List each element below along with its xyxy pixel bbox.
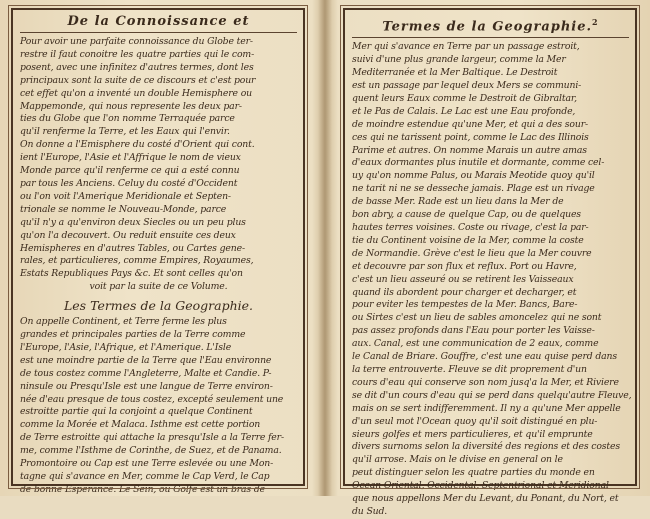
text-line: de bonne Esperance. Le Sein, ou Golfe est un bras de — [20, 483, 266, 495]
text-line: ces qui ne tarissent point, comme le Lac des Illinois — [352, 131, 589, 143]
text-line: Monde parce qu'il renferme ce qui a esté connu — [20, 165, 240, 177]
text-line: qu'il arrose. Mais on le divise en general on le — [352, 454, 563, 466]
text-line: Promontoire ou Cap est une Terre eslevée ou une Mon- — [20, 458, 274, 470]
text-line: quand ils abordent pour charger et decharger, et — [352, 286, 577, 298]
text-line: me, comme l'Isthme de Corinthe, de Suez, et de Panama. — [20, 445, 282, 457]
text-line: le Canal de Briare. Gouffre, c'est une eau quise perd dans — [352, 351, 617, 363]
text-line: de tous costez comme l'Angleterre, Malte et Candie. P- — [20, 367, 272, 379]
left-page — [11, 8, 305, 495]
text-line: qu'il renferme la Terre, et les Eaux qui l'envir. — [20, 126, 230, 138]
book-gutter — [318, 0, 332, 496]
text-line: d'eaux dormantes plus inutile et dormante, comme cel- — [352, 157, 605, 169]
right-body-text — [352, 41, 632, 519]
text-line: que nous appellons Mer du Levant, du Ponant, du Nort, et — [352, 493, 619, 505]
text-line: On donne a l'Emisphere du costé d'Orient qui cont. — [20, 139, 255, 151]
left-intro-text — [20, 36, 297, 294]
text-line: Mappemonde, qui nous represente les deux par- — [20, 100, 242, 112]
text-line: grandes et principales parties de la Terre comme — [20, 329, 246, 341]
text-line: ou l'on voit l'Amerique Meridionale et Septen- — [20, 190, 231, 202]
text-line: tie du Continent voisine de la Mer, comme la coste — [352, 234, 584, 246]
text-line: est une moindre partie de la Terre que l'Eau environne — [20, 354, 272, 366]
text-line: principaux sont la suite de ce discours et c'est pour — [20, 74, 256, 86]
text-line: On appelle Continent, et Terre ferme les plus — [20, 316, 227, 328]
text-line: ient l'Europe, l'Asie et l'Affrique le nom de vieux — [20, 152, 241, 164]
text-line: Ocean Oriental, Occidental, Septentrional et Meridional — [352, 480, 609, 492]
text-line: qu'il n'y a qu'environ deux Siecles ou un peu plus — [20, 216, 246, 228]
text-line: se dit d'un cours d'eau qui se perd dans quelqu'autre Fleuve, — [352, 389, 632, 401]
text-line: estroitte partie qui la conjoint a quelque Continent — [20, 406, 253, 418]
text-line: cet effet qu'on a inventé un double Hemisphere ou — [20, 87, 252, 99]
text-line: peut distinguer selon les quatre parties du monde en — [352, 467, 595, 479]
text-line: aux. Canal, est une communication de 2 eaux, comme — [352, 338, 599, 350]
text-line: comme la Morée et Malaca. Isthme est cette portion — [20, 419, 261, 431]
text-line: voit par la suite de ce Volume. — [89, 281, 228, 293]
text-line: pas assez profonds dans l'Eau pour porter les Vaisse- — [352, 325, 595, 337]
text-line: suivi d'une plus grande largeur, comme la Mer — [352, 54, 566, 66]
text-line: divers surnoms selon la diversité des regions et des costes — [352, 441, 620, 453]
text-line: Mer qui s'avance en Terre par un passage estroit, — [352, 41, 580, 53]
text-line: quent leurs Eaux comme le Destroit de Gibraltar, — [352, 92, 577, 104]
text-line: née d'eau presque de tous costez, excepté seulement une — [20, 393, 284, 405]
text-line: restre il faut conoitre les quatre parties qui le com- — [20, 48, 255, 60]
text-line: ties du Globe que l'on nomme Terraquée parce — [20, 113, 235, 125]
text-line: Hemispheres en d'autres Tables, ou Cartes gene- — [20, 242, 245, 254]
text-line: mais on se sert indifferemment. Il ny a qu'une Mer appelle — [352, 402, 621, 414]
text-line: cours d'eau qui conserve son nom jusq'a la Mer, et Riviere — [352, 376, 619, 388]
text-line: de Normandie. Grève c'est le lieu que la Mer couvre — [352, 247, 592, 259]
text-line: Pour avoir une parfaite connoissance du Globe ter- — [20, 36, 253, 47]
text-line: ou Sirtes c'est un lieu de sables amoncelez qui ne sont — [352, 312, 602, 324]
right-page — [343, 8, 637, 517]
text-line: du Sud. — [352, 505, 388, 517]
text-line: de basse Mer. Rade est un lieu dans la Mer de — [352, 196, 564, 208]
page-number: 2 — [592, 17, 599, 27]
text-line: hautes terres voisines. Coste ou rivage, c'est la par- — [352, 222, 589, 234]
text-line: bon abry, a cause de quelque Cap, ou de quelques — [352, 209, 581, 221]
text-line: et decouvre par son flux et reflux. Port ou Havre, — [352, 260, 577, 272]
text-line: uy qu'on nomme Palus, ou Marais Meotide quoy qu'il — [352, 170, 595, 182]
text-line: trionale se nomme le Nouveau-Monde, parce — [20, 203, 227, 215]
text-line: ninsule ou Presqu'Isle est une langue de Terre environ- — [20, 380, 273, 392]
right-page-title: Termes de la Geographie. — [382, 19, 593, 35]
text-line: sieurs golfes et mers particulieres, et qu'il emprunte — [352, 428, 593, 440]
text-line: ne tarit ni ne se desseche jamais. Plage est un rivage — [352, 183, 595, 195]
text-line: rales, et particulieres, comme Empires, Royaumes, — [20, 255, 254, 267]
text-line: d'un seul mot l'Ocean quoy qu'il soit distingué en plu- — [352, 415, 598, 427]
left-page-heading: De la Connoissance et — [20, 14, 297, 33]
terms-subheading: Les Termes de la Geographie. — [63, 298, 254, 314]
text-line: est un passage par lequel deux Mers se communi- — [352, 80, 582, 92]
text-line: de moindre estendue qu'une Mer, et qui a des sour- — [352, 118, 588, 130]
right-page-heading — [352, 14, 629, 38]
text-line: c'est un lieu asseuré ou se retirent les Vaisseaux — [352, 273, 574, 285]
text-line: par tous les Anciens. Celuy du costé d'Occident — [20, 177, 238, 189]
text-line: tagne qui s'avance en Mer, comme le Cap Verd, le Cap — [20, 471, 270, 482]
text-line: et le Pas de Calais. Le Lac est une Eau profonde, — [352, 105, 576, 117]
left-body-text — [20, 316, 297, 497]
text-line: la terre entrouverte. Fleuve se dit proprement d'un — [352, 363, 587, 375]
text-line: qu'on l'a decouvert. Ou reduit ensuite ces deux — [20, 229, 236, 241]
text-line: de Terre estroitte qui attache la presqu'Isle a la Terre fer- — [20, 432, 284, 444]
text-line: Parime et autres. On nomme Marais un autre amas — [352, 144, 587, 156]
text-line: l'Europe, l'Asie, l'Afrique, et l'Amerique. L'Isle — [20, 341, 232, 353]
text-line: Estats Republiques Pays &c. Et sont celles qu'on — [20, 268, 243, 280]
text-line: posent, avec une infinitez d'autres termes, dont les — [20, 61, 254, 73]
text-line: pour eviter les tempestes de la Mer. Bancs, Bare- — [352, 299, 578, 311]
text-line: Mediterranée et la Mer Baltique. Le Destroit — [352, 67, 558, 79]
